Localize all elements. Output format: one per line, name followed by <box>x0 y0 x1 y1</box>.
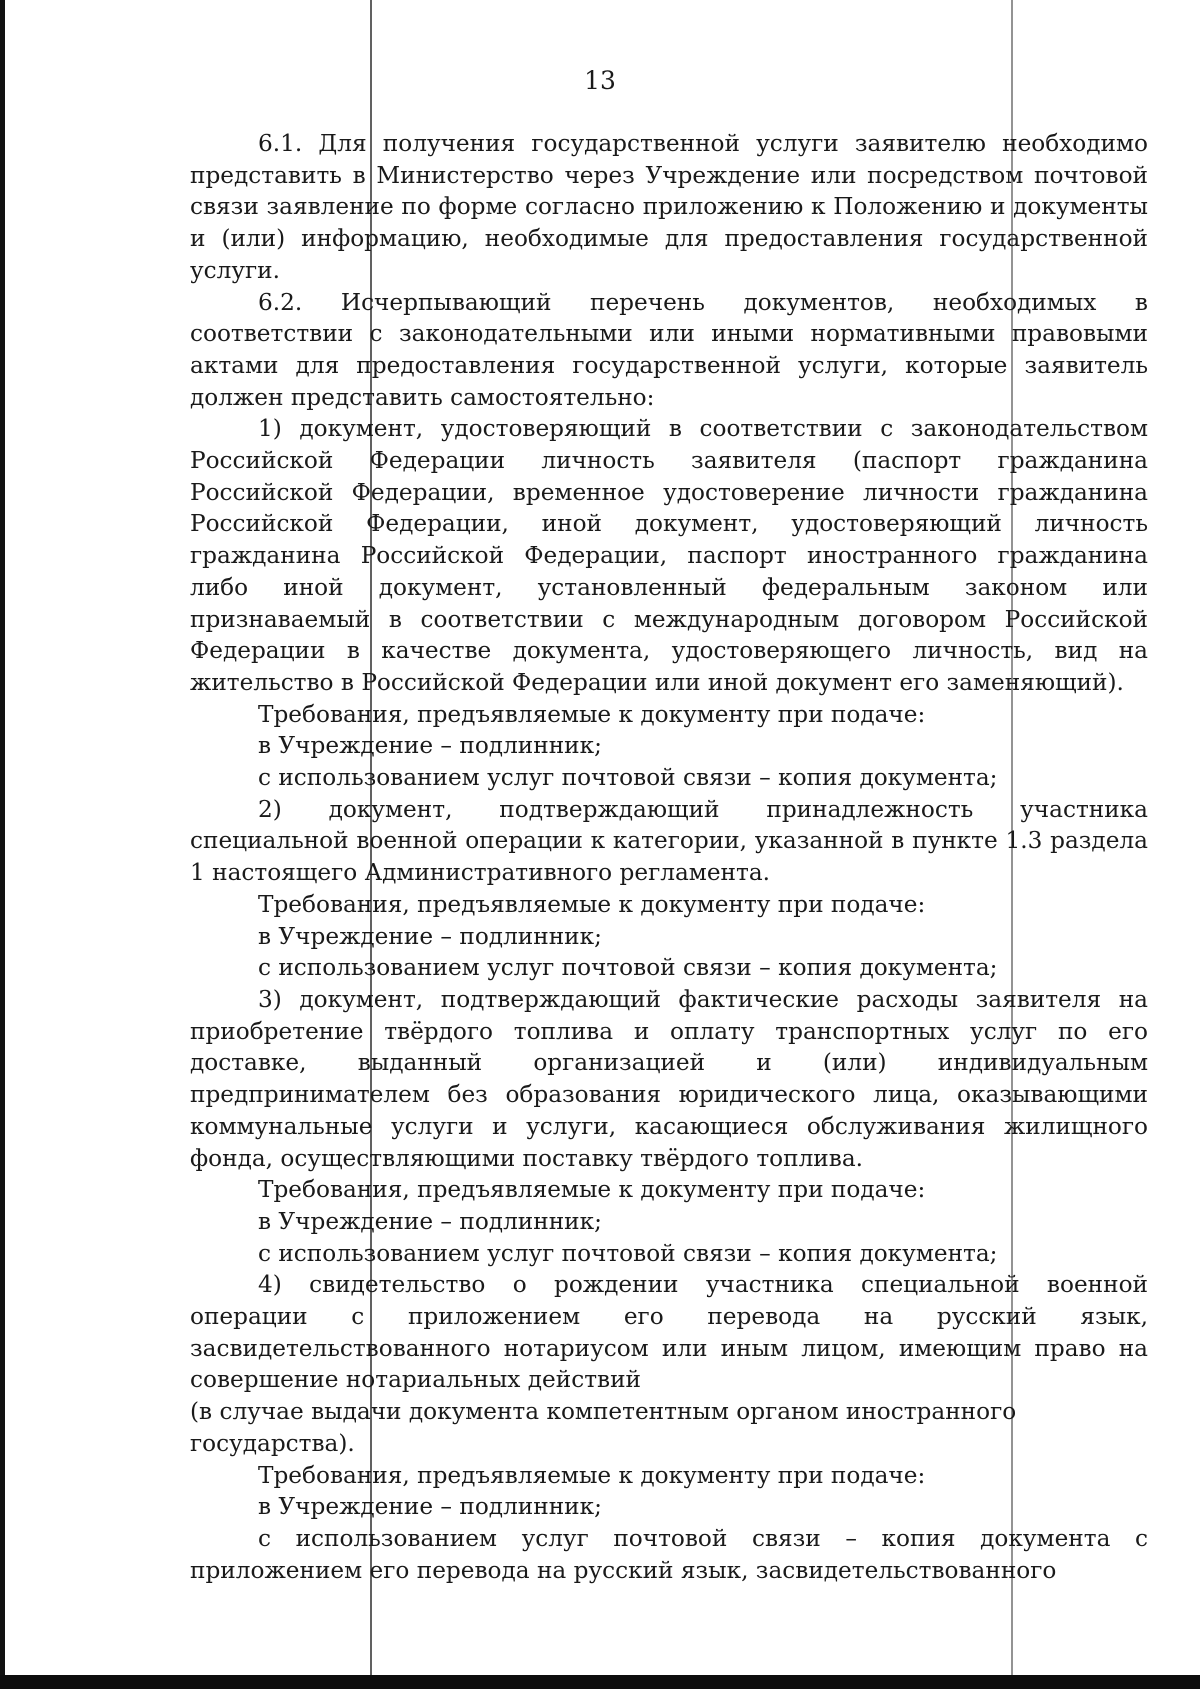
paragraph: с использованием услуг почтовой связи – копия документа; <box>258 954 998 982</box>
page-number: 13 <box>584 66 616 95</box>
paragraph: 6.1. Для получения государственной услуги заявителю необходимо представить в Министерство через Учреждение или посредством почтовой связи заявление по форме согласно приложению к Положению и документы и (или) информацию, необходимые для предоставления государственной услуги. <box>190 130 1148 284</box>
left-edge-line <box>0 0 5 1689</box>
paragraph: (в случае выдачи документа компетентным органом иностранного государства). <box>190 1398 1017 1457</box>
paragraph: с использованием услуг почтовой связи – копия документа; <box>258 764 998 792</box>
paragraph: Требования, предъявляемые к документу при подаче: <box>258 1461 926 1489</box>
paragraph: 2) документ, подтверждающий принадлежность участника специальной военной операции к категории, указанной в пункте 1.3 раздела 1 настоящего Административного регламента. <box>190 795 1148 887</box>
paragraph: Требования, предъявляемые к документу при подаче: <box>258 1176 926 1204</box>
document-body <box>190 128 1148 1586</box>
paragraph: в Учреждение – подлинник; <box>258 1207 602 1235</box>
paragraph: 6.2. Исчерпывающий перечень документов, необходимых в соответствии с законодательными или иными нормативными правовыми актами для предоставления государственной услуги, которые заявитель должен представить самостоятельно: <box>190 288 1148 411</box>
paragraph: в Учреждение – подлинник; <box>258 1493 602 1521</box>
paragraph: Требования, предъявляемые к документу при подаче: <box>258 700 926 728</box>
paragraph: 1) документ, удостоверяющий в соответствии с законодательством Российской Федерации личность заявителя (паспорт гражданина Российской Федерации, временное удостоверение личности гражданина Российской Федерации, иной документ, удостоверяющий личность гражданина Российской Федерации, паспорт иностранного гражданина либо иной документ, установленный федеральным законом или признаваемый в соответствии с международным договором Российской Федерации в качестве документа, удостоверяющего личность, вид на жительство в Российской Федерации или иной документ его заменяющий). <box>190 415 1148 696</box>
paragraph: 4) свидетельство о рождении участника специальной военной операции с приложением его перевода на русский язык, засвидетельствованного нотариусом или иным лицом, имеющим право на совершение нотариальных действий <box>190 1271 1148 1394</box>
paragraph: Требования, предъявляемые к документу при подаче: <box>258 890 926 918</box>
paragraph: 3) документ, подтверждающий фактические расходы заявителя на приобретение твёрдого топлива и оплату транспортных услуг по его доставке, выданный организацией и (или) индивидуальным предпринимателем без образования юридического лица, оказывающими коммунальные услуги и услуги, касающиеся обслуживания жилищного фонда, осуществляющими поставку твёрдого топлива. <box>190 985 1148 1172</box>
paragraph: с использованием услуг почтовой связи – копия документа с приложением его перевода на русский язык, засвидетельствованного <box>190 1524 1148 1584</box>
paragraph: в Учреждение – подлинник; <box>258 732 602 760</box>
paragraph: в Учреждение – подлинник; <box>258 922 602 950</box>
bottom-scan-border <box>0 1675 1200 1689</box>
paragraph: с использованием услуг почтовой связи – копия документа; <box>258 1239 998 1267</box>
